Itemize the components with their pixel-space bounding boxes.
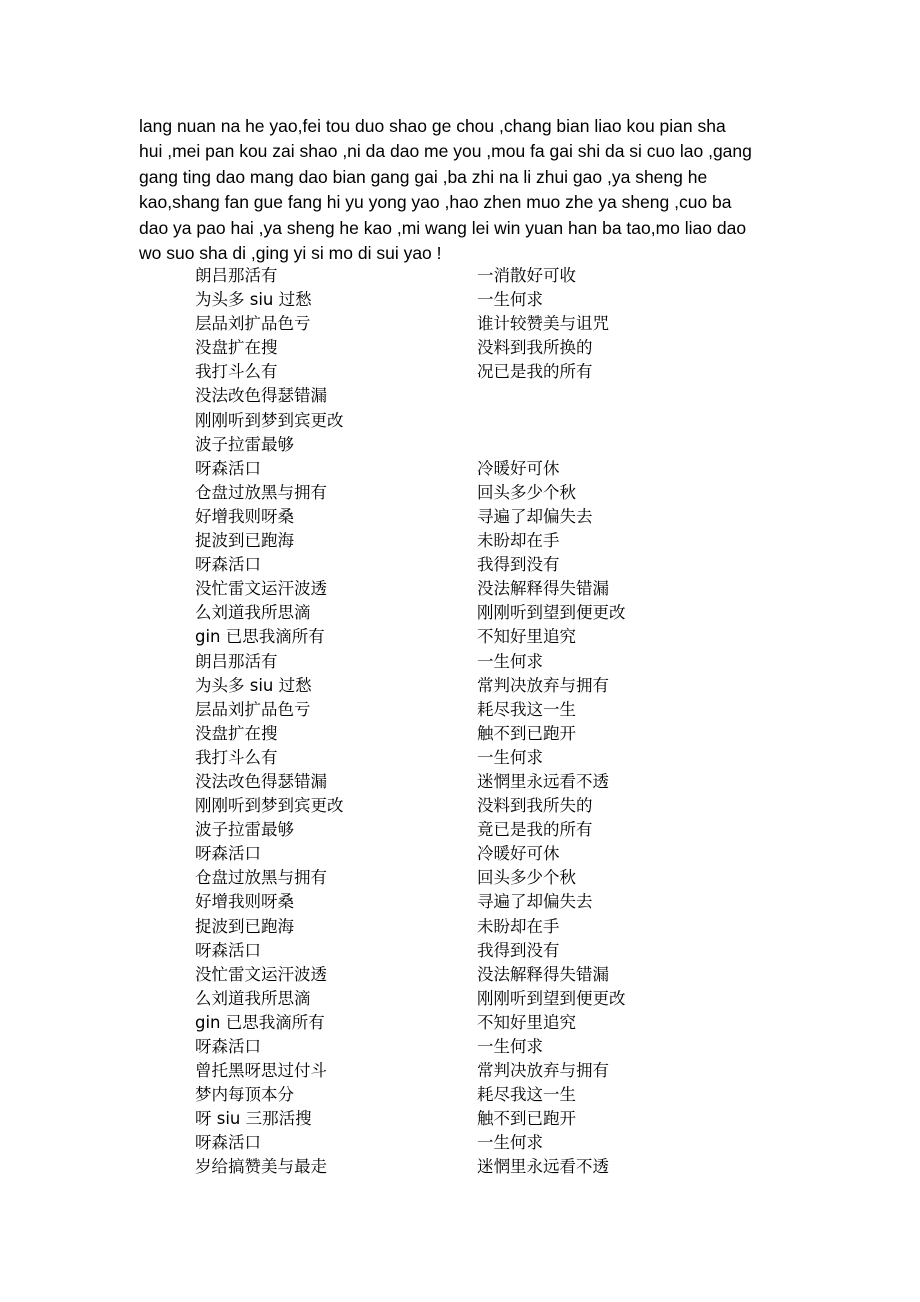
paragraph-line: wo suo sha di ,ging yi si mo di sui yao ! bbox=[139, 243, 442, 264]
lyric-row bbox=[195, 866, 795, 890]
paragraph-line: lang nuan na he yao,fei tou duo shao ge chou ,chang bian liao kou pian sha bbox=[139, 116, 726, 136]
lyric-right: 触不到已跑开 bbox=[477, 723, 576, 743]
lyric-row bbox=[195, 409, 795, 433]
lyric-right: 耗尽我这一生 bbox=[477, 1085, 576, 1105]
lyric-row bbox=[195, 577, 795, 601]
lyric-left: gin 已思我滴所有 bbox=[195, 627, 325, 647]
lyric-row bbox=[195, 1131, 795, 1155]
paragraph-line: kao,shang fan gue fang hi yu yong yao ,hao zhen muo zhe ya sheng ,cuo ba bbox=[139, 192, 732, 213]
lyric-row bbox=[195, 433, 795, 457]
lyric-left: 呀森活口 bbox=[195, 1037, 261, 1056]
lyric-left: 呀森活口 bbox=[195, 458, 261, 478]
lyric-left: 朗吕那活有 bbox=[195, 651, 278, 671]
lyric-right: 冷暖好可休 bbox=[477, 844, 560, 864]
lyric-right: 常判决放弃与拥有 bbox=[477, 1061, 609, 1081]
lyric-right: 寻遍了却偏失去 bbox=[477, 506, 593, 526]
lyric-left: 刚刚听到梦到宾更改 bbox=[195, 410, 344, 430]
lyric-left: 捉波到已跑海 bbox=[195, 531, 294, 551]
lyric-left: 呀森活口 bbox=[195, 940, 261, 960]
lyric-left: 波子拉雷最够 bbox=[195, 820, 294, 840]
lyric-row bbox=[195, 1107, 795, 1131]
lyric-row bbox=[195, 312, 795, 336]
lyric-right: 我得到没有 bbox=[477, 940, 560, 960]
lyric-left: 没法改色得瑟错漏 bbox=[195, 771, 327, 791]
lyric-left: 么刘道我所思滴 bbox=[195, 603, 311, 623]
lyric-right: 我得到没有 bbox=[477, 555, 560, 575]
lyric-row bbox=[195, 288, 795, 312]
lyric-left: 我打斗么有 bbox=[195, 747, 278, 767]
lyric-left: 好增我则呀桑 bbox=[195, 506, 294, 526]
lyric-right: 冷暖好可休 bbox=[477, 458, 560, 478]
lyric-row bbox=[195, 842, 795, 866]
lyric-right: 触不到已跑开 bbox=[477, 1109, 576, 1129]
lyric-row bbox=[195, 457, 795, 481]
lyric-right: 一消散好可收 bbox=[477, 266, 576, 285]
lyric-right: 没料到我所失的 bbox=[477, 796, 593, 816]
lyric-left: 朗吕那活有 bbox=[195, 266, 278, 285]
lyric-row bbox=[195, 1011, 795, 1035]
lyric-row bbox=[195, 650, 795, 674]
lyrics-table bbox=[195, 264, 795, 1180]
lyric-right: 未盼却在手 bbox=[477, 916, 560, 936]
lyric-row bbox=[195, 1083, 795, 1107]
lyric-left: 捉波到已跑海 bbox=[195, 916, 294, 936]
lyric-row bbox=[195, 794, 795, 818]
lyric-right: 没法解释得失错漏 bbox=[477, 964, 609, 984]
lyric-left: 没盘扩在搜 bbox=[195, 338, 278, 358]
lyric-right bbox=[477, 409, 795, 433]
lyric-right: 竟已是我的所有 bbox=[477, 820, 593, 840]
lyric-right: 一生何求 bbox=[477, 651, 543, 671]
lyric-right: 况已是我的所有 bbox=[477, 362, 593, 382]
lyric-right bbox=[477, 384, 795, 408]
lyric-right: 没料到我所换的 bbox=[477, 338, 593, 358]
lyric-left: 梦内每顶本分 bbox=[195, 1085, 294, 1105]
lyric-row bbox=[195, 746, 795, 770]
lyric-right: 谁计较赞美与诅咒 bbox=[477, 314, 609, 334]
paragraph-line: hui ,mei pan kou zai shao ,ni da dao me you ,mou fa gai shi da si cuo lao ,gang bbox=[139, 141, 752, 162]
lyric-left: 没法改色得瑟错漏 bbox=[195, 386, 327, 406]
lyric-row bbox=[195, 505, 795, 529]
lyric-row bbox=[195, 481, 795, 505]
lyric-right: 不知好里追究 bbox=[477, 1012, 576, 1032]
lyric-left: 为头多 siu 过愁 bbox=[195, 675, 312, 695]
lyric-row bbox=[195, 1059, 795, 1083]
lyric-left: 好增我则呀桑 bbox=[195, 892, 294, 912]
lyric-left: 波子拉雷最够 bbox=[195, 434, 294, 454]
lyric-left: 曾托黑呀思过付斗 bbox=[195, 1061, 327, 1081]
lyric-left: 呀 siu 三那活搜 bbox=[195, 1109, 312, 1129]
lyric-row bbox=[195, 818, 795, 842]
lyric-left: 层品刘扩品色亏 bbox=[195, 699, 311, 719]
lyric-right: 一生何求 bbox=[477, 1133, 543, 1153]
lyric-right: 刚刚听到望到便更改 bbox=[477, 603, 626, 623]
lyric-left: 层品刘扩品色亏 bbox=[195, 314, 311, 334]
lyric-row bbox=[195, 915, 795, 939]
lyric-row bbox=[195, 722, 795, 746]
lyric-left: 么刘道我所思滴 bbox=[195, 988, 311, 1008]
lyric-right: 刚刚听到望到便更改 bbox=[477, 988, 626, 1008]
lyric-left: 为头多 siu 过愁 bbox=[195, 290, 312, 310]
lyric-row bbox=[195, 553, 795, 577]
lyric-row bbox=[195, 770, 795, 794]
lyric-row bbox=[195, 601, 795, 625]
lyric-right: 没法解释得失错漏 bbox=[477, 579, 609, 599]
lyric-row bbox=[195, 674, 795, 698]
lyric-left: 没盘扩在搜 bbox=[195, 723, 278, 743]
lyric-row bbox=[195, 987, 795, 1011]
lyric-right: 寻遍了却偏失去 bbox=[477, 892, 593, 912]
lyric-row bbox=[195, 890, 795, 914]
lyric-left: 呀森活口 bbox=[195, 1133, 261, 1153]
lyric-right bbox=[477, 433, 795, 457]
lyric-left: 没忙雷文运汗波透 bbox=[195, 579, 327, 599]
lyric-right: 迷惘里永远看不透 bbox=[477, 1157, 609, 1177]
lyric-left: gin 已思我滴所有 bbox=[195, 1012, 325, 1032]
lyric-right: 一生何求 bbox=[477, 747, 543, 767]
paragraph-line: gang ting dao mang dao bian gang gai ,ba zhi na li zhui gao ,ya sheng he bbox=[139, 166, 708, 187]
lyric-right: 常判决放弃与拥有 bbox=[477, 675, 609, 695]
lyric-left: 我打斗么有 bbox=[195, 362, 278, 382]
lyric-row bbox=[195, 625, 795, 649]
lyric-row bbox=[195, 698, 795, 722]
lyric-left: 仓盘过放黑与拥有 bbox=[195, 482, 327, 502]
lyric-row bbox=[195, 529, 795, 553]
lyric-left: 呀森活口 bbox=[195, 844, 261, 864]
lyric-right: 未盼却在手 bbox=[477, 531, 560, 551]
lyric-row bbox=[195, 336, 795, 360]
lyric-row bbox=[195, 360, 795, 384]
lyric-right: 回头多少个秋 bbox=[477, 868, 576, 888]
lyric-right: 耗尽我这一生 bbox=[477, 699, 576, 719]
lyric-row bbox=[195, 1155, 795, 1179]
lyric-left: 仓盘过放黑与拥有 bbox=[195, 868, 327, 888]
lyric-left: 岁给搞赞美与最走 bbox=[195, 1157, 327, 1177]
lyric-left: 呀森活口 bbox=[195, 555, 261, 575]
lyric-row bbox=[195, 1035, 795, 1059]
lyric-row bbox=[195, 939, 795, 963]
lyric-right: 不知好里追究 bbox=[477, 627, 576, 647]
lyric-right: 一生何求 bbox=[477, 1037, 543, 1056]
lyric-right: 迷惘里永远看不透 bbox=[477, 771, 609, 791]
pinyin-paragraph bbox=[139, 114, 789, 266]
paragraph-line: dao ya pao hai ,ya sheng he kao ,mi wang lei win yuan han ba tao,mo liao dao bbox=[139, 217, 747, 238]
lyric-row bbox=[195, 264, 795, 288]
lyric-row bbox=[195, 384, 795, 408]
lyric-row bbox=[195, 963, 795, 987]
lyric-right: 回头多少个秋 bbox=[477, 482, 576, 502]
lyric-right: 一生何求 bbox=[477, 290, 543, 310]
lyric-left: 没忙雷文运汗波透 bbox=[195, 964, 327, 984]
lyric-left: 刚刚听到梦到宾更改 bbox=[195, 796, 344, 816]
